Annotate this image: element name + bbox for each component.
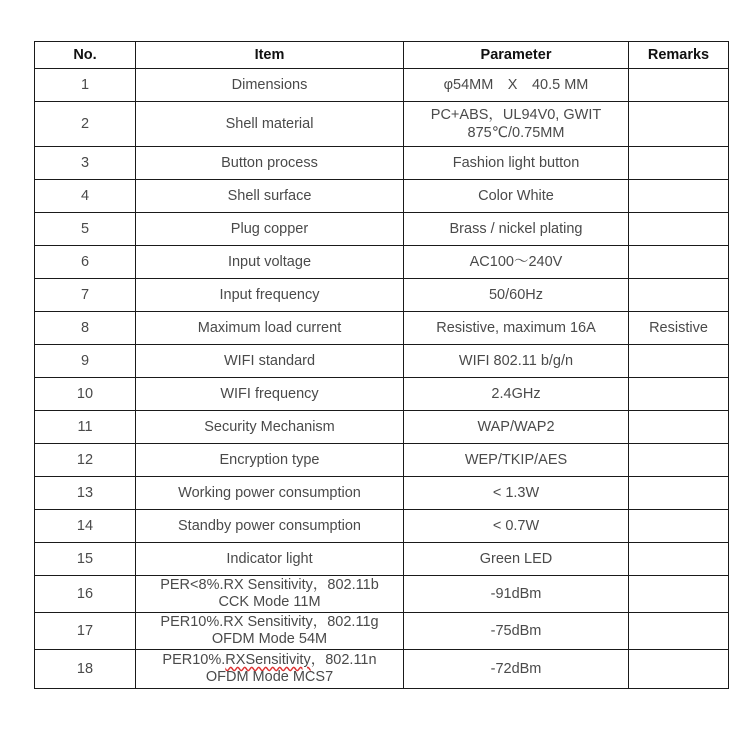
cell-remarks [629, 613, 729, 650]
cell-remarks [629, 576, 729, 613]
cell-parameter: WAP/WAP2 [404, 411, 629, 444]
item-line-1-spellcheck-word: RXSensitivity [225, 652, 311, 668]
cell-item [136, 613, 404, 650]
cell-parameter: Resistive, maximum 16A [404, 312, 629, 345]
cell-parameter: < 0.7W [404, 510, 629, 543]
cell-no: 14 [35, 510, 136, 543]
cell-parameter: -72dBm [404, 650, 629, 689]
cell-no: 2 [35, 102, 136, 147]
cell-item: Maximum load current [136, 312, 404, 345]
header-remarks: Remarks [629, 42, 729, 69]
cell-no: 6 [35, 246, 136, 279]
cell-item: WIFI standard [136, 345, 404, 378]
parameter-line-2: 875℃/0.75MM [467, 125, 565, 141]
parameter-line-1: PC+ABS，UL94V0, GWIT [430, 107, 602, 123]
cell-remarks [629, 102, 729, 147]
cell-remarks [629, 279, 729, 312]
table-row [35, 477, 729, 510]
cell-no: 16 [35, 576, 136, 613]
table-row [35, 444, 729, 477]
header-item: Item [136, 42, 404, 69]
item-line-1: PER<8%.RX Sensitivity，802.11b [160, 577, 379, 593]
item-line-1-suffix: ，802.11n [310, 652, 377, 668]
cell-remarks [629, 213, 729, 246]
table-row [35, 378, 729, 411]
cell-remarks [629, 444, 729, 477]
cell-item: Dimensions [136, 69, 404, 102]
cell-remarks [629, 411, 729, 444]
cell-item [136, 576, 404, 613]
table-row [35, 312, 729, 345]
cell-no: 15 [35, 543, 136, 576]
table-row [35, 180, 729, 213]
cell-remarks [629, 510, 729, 543]
item-line-1-prefix: PER10%. [162, 652, 226, 668]
cell-no: 11 [35, 411, 136, 444]
cell-item: Indicator light [136, 543, 404, 576]
cell-remarks [629, 147, 729, 180]
cell-parameter: WEP/TKIP/AES [404, 444, 629, 477]
cell-remarks: Resistive [629, 312, 729, 345]
cell-item: Plug copper [136, 213, 404, 246]
cell-parameter: Fashion light button [404, 147, 629, 180]
cell-no: 7 [35, 279, 136, 312]
cell-parameter: Brass / nickel plating [404, 213, 629, 246]
cell-no: 18 [35, 650, 136, 689]
cell-item: Input frequency [136, 279, 404, 312]
table-row [35, 543, 729, 576]
table-row [35, 213, 729, 246]
table-row [35, 411, 729, 444]
table-row [35, 576, 729, 613]
cell-remarks [629, 246, 729, 279]
cell-no: 12 [35, 444, 136, 477]
cell-parameter: WIFI 802.11 b/g/n [404, 345, 629, 378]
item-line-1: PER10%.RX Sensitivity，802.11g [160, 614, 379, 630]
table-row [35, 69, 729, 102]
cell-item: Security Mechanism [136, 411, 404, 444]
cell-item: Shell material [136, 102, 404, 147]
cell-no: 3 [35, 147, 136, 180]
item-line-2: CCK Mode 11M [218, 594, 321, 610]
cell-parameter: -75dBm [404, 613, 629, 650]
cell-no: 8 [35, 312, 136, 345]
item-line-2: OFDM Mode 54M [211, 631, 328, 647]
table-row [35, 246, 729, 279]
spec-table [34, 41, 729, 689]
cell-parameter: 2.4GHz [404, 378, 629, 411]
cell-parameter: Color White [404, 180, 629, 213]
cell-no: 10 [35, 378, 136, 411]
item-line-2: OFDM Mode MCS7 [205, 669, 334, 685]
cell-remarks [629, 378, 729, 411]
cell-no: 4 [35, 180, 136, 213]
cell-item: WIFI frequency [136, 378, 404, 411]
cell-parameter: -91dBm [404, 576, 629, 613]
cell-remarks [629, 477, 729, 510]
cell-no: 1 [35, 69, 136, 102]
cell-remarks [629, 180, 729, 213]
cell-no: 13 [35, 477, 136, 510]
table-row [35, 102, 729, 147]
table-row [35, 345, 729, 378]
cell-item: Standby power consumption [136, 510, 404, 543]
table-row [35, 613, 729, 650]
cell-parameter: AC100～240V [404, 246, 629, 279]
header-no: No. [35, 42, 136, 69]
cell-parameter [404, 102, 629, 147]
cell-item [136, 650, 404, 689]
header-parameter: Parameter [404, 42, 629, 69]
cell-item: Working power consumption [136, 477, 404, 510]
table-row [35, 510, 729, 543]
cell-remarks [629, 650, 729, 689]
table-row [35, 147, 729, 180]
table-row [35, 279, 729, 312]
cell-remarks [629, 69, 729, 102]
table-row [35, 650, 729, 689]
cell-no: 9 [35, 345, 136, 378]
cell-item: Input voltage [136, 246, 404, 279]
cell-parameter: 50/60Hz [404, 279, 629, 312]
cell-parameter: Green LED [404, 543, 629, 576]
cell-remarks [629, 543, 729, 576]
cell-parameter: φ54MM X 40.5 MM [404, 69, 629, 102]
cell-item: Encryption type [136, 444, 404, 477]
cell-parameter: < 1.3W [404, 477, 629, 510]
cell-no: 5 [35, 213, 136, 246]
table-header-row [35, 42, 729, 69]
cell-no: 17 [35, 613, 136, 650]
cell-item: Shell surface [136, 180, 404, 213]
cell-item: Button process [136, 147, 404, 180]
cell-remarks [629, 345, 729, 378]
